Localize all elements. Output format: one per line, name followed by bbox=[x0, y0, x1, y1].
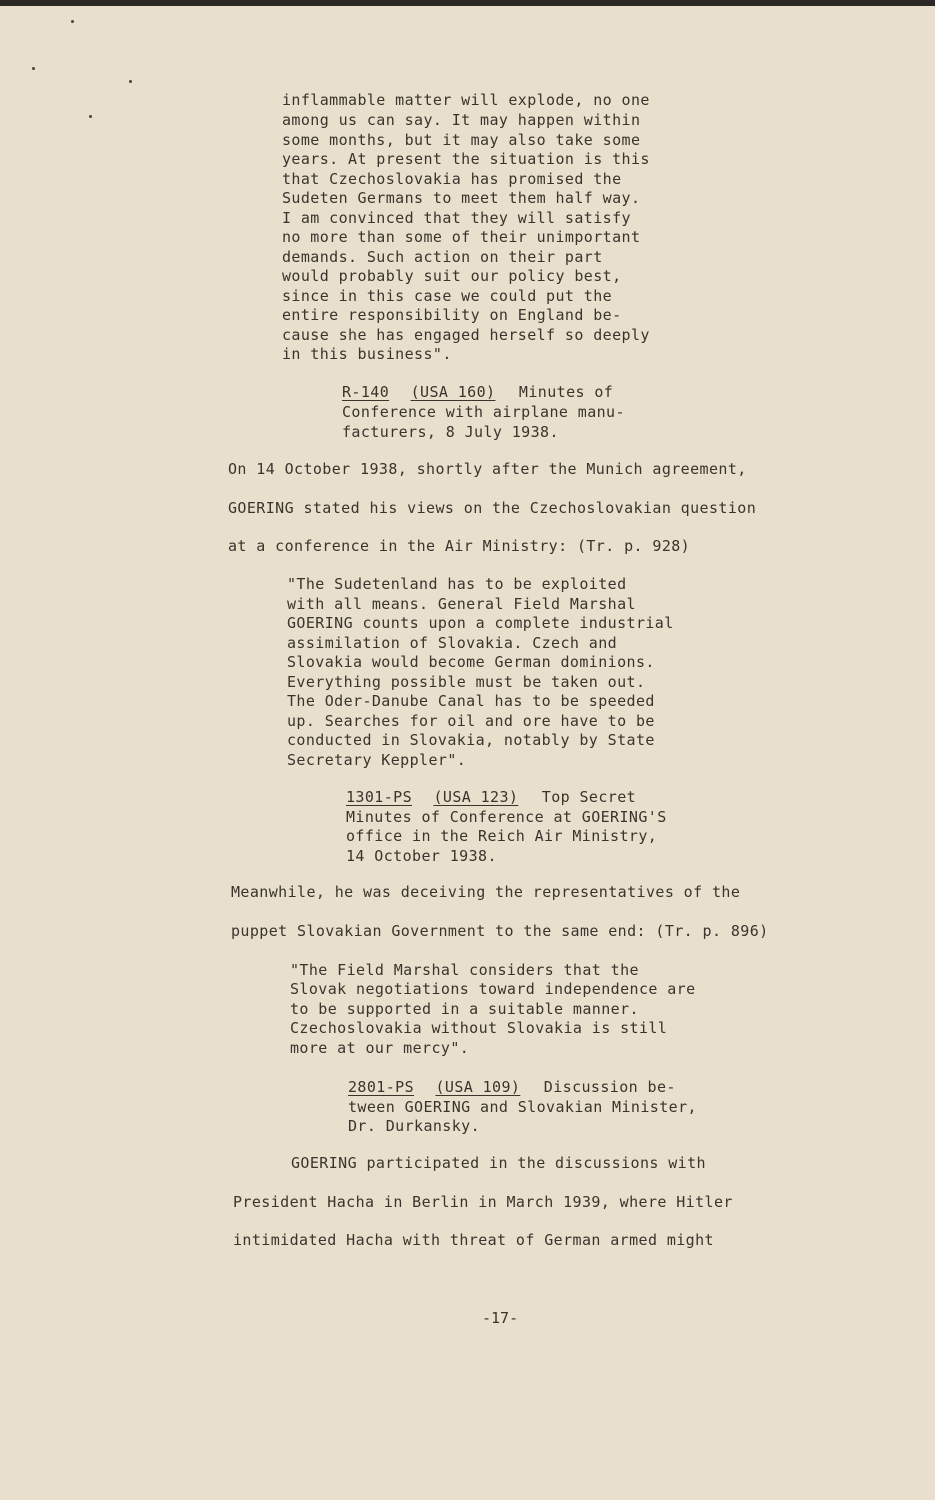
citation-usa-exhibit: (USA 160) bbox=[410, 383, 496, 401]
quote-line: Czechoslovakia without Slovakia is still bbox=[290, 1019, 668, 1037]
citation-desc: Dr. Durkansky. bbox=[348, 1117, 481, 1135]
citation-usa-exhibit: (USA 109) bbox=[435, 1078, 521, 1096]
quote-line: GOERING counts upon a complete industrial bbox=[287, 614, 674, 632]
scan-edge bbox=[0, 0, 935, 6]
quote-line: years. At present the situation is this bbox=[282, 150, 650, 168]
quote-line: demands. Such action on their part bbox=[282, 248, 603, 266]
citation-desc: 14 October 1938. bbox=[346, 847, 497, 865]
citation-desc: facturers, 8 July 1938. bbox=[342, 423, 559, 441]
citation-desc: Minutes of Conference at GOERING'S bbox=[346, 808, 667, 826]
body-line: Meanwhile, he was deceiving the representatives of the bbox=[231, 883, 741, 901]
body-line: GOERING participated in the discussions with bbox=[291, 1154, 706, 1172]
quote-line: among us can say. It may happen within bbox=[282, 111, 641, 129]
quote-line: would probably suit our policy best, bbox=[282, 267, 622, 285]
quote-line: "The Sudetenland has to be exploited bbox=[287, 575, 627, 593]
body-line: intimidated Hacha with threat of German armed might bbox=[233, 1231, 714, 1249]
quote-line: "The Field Marshal considers that the bbox=[290, 961, 639, 979]
citation-doc-id: 2801-PS bbox=[348, 1078, 415, 1096]
quote-line: entire responsibility on England be- bbox=[282, 306, 622, 324]
quote-line: Slovak negotiations toward independence are bbox=[290, 980, 696, 998]
quote-line: assimilation of Slovakia. Czech and bbox=[287, 634, 618, 652]
citation-usa-exhibit: (USA 123) bbox=[433, 788, 519, 806]
quote-line: since in this case we could put the bbox=[282, 287, 613, 305]
scan-speck bbox=[32, 67, 35, 70]
quote-line: Slovakia would become German dominions. bbox=[287, 653, 655, 671]
page-number: -17- bbox=[482, 1309, 519, 1327]
body-line: puppet Slovakian Government to the same end: (Tr. p. 896) bbox=[231, 922, 769, 940]
body-line: President Hacha in Berlin in March 1939, where Hitler bbox=[233, 1193, 733, 1211]
quote-line: with all means. General Field Marshal bbox=[287, 595, 636, 613]
quote-line: I am convinced that they will satisfy bbox=[282, 209, 631, 227]
quote-line: cause she has engaged herself so deeply bbox=[282, 326, 650, 344]
scan-speck bbox=[89, 115, 92, 118]
quote-line: in this business". bbox=[282, 345, 452, 363]
quote-line: that Czechoslovakia has promised the bbox=[282, 170, 622, 188]
quote-line: Everything possible must be taken out. bbox=[287, 673, 646, 691]
citation-desc: Minutes of bbox=[518, 383, 614, 401]
quote-line: up. Searches for oil and ore have to be bbox=[287, 712, 655, 730]
quote-line: to be supported in a suitable manner. bbox=[290, 1000, 639, 1018]
citation-doc-id: 1301-PS bbox=[346, 788, 413, 806]
quote-line: some months, but it may also take some bbox=[282, 131, 641, 149]
quote-line: inflammable matter will explode, no one bbox=[282, 91, 650, 109]
body-line: at a conference in the Air Ministry: (Tr. p. 928) bbox=[228, 537, 691, 555]
scan-speck bbox=[71, 20, 74, 23]
quote-line: The Oder-Danube Canal has to be speeded bbox=[287, 692, 655, 710]
citation-desc: Top Secret bbox=[541, 788, 637, 806]
quote-line: no more than some of their unimportant bbox=[282, 228, 641, 246]
body-line: GOERING stated his views on the Czechoslovakian question bbox=[228, 499, 757, 517]
citation-desc: Discussion be- bbox=[543, 1078, 676, 1096]
citation-desc: tween GOERING and Slovakian Minister, bbox=[348, 1098, 697, 1116]
citation-doc-id: R-140 bbox=[342, 383, 390, 401]
quote-line: conducted in Slovakia, notably by State bbox=[287, 731, 655, 749]
quote-line: Secretary Keppler". bbox=[287, 751, 467, 769]
quote-line: Sudeten Germans to meet them half way. bbox=[282, 189, 641, 207]
quote-line: more at our mercy". bbox=[290, 1039, 470, 1057]
citation-desc: Conference with airplane manu- bbox=[342, 403, 625, 421]
citation-desc: office in the Reich Air Ministry, bbox=[346, 827, 658, 845]
scan-speck bbox=[129, 80, 132, 83]
body-line: On 14 October 1938, shortly after the Munich agreement, bbox=[228, 460, 747, 478]
